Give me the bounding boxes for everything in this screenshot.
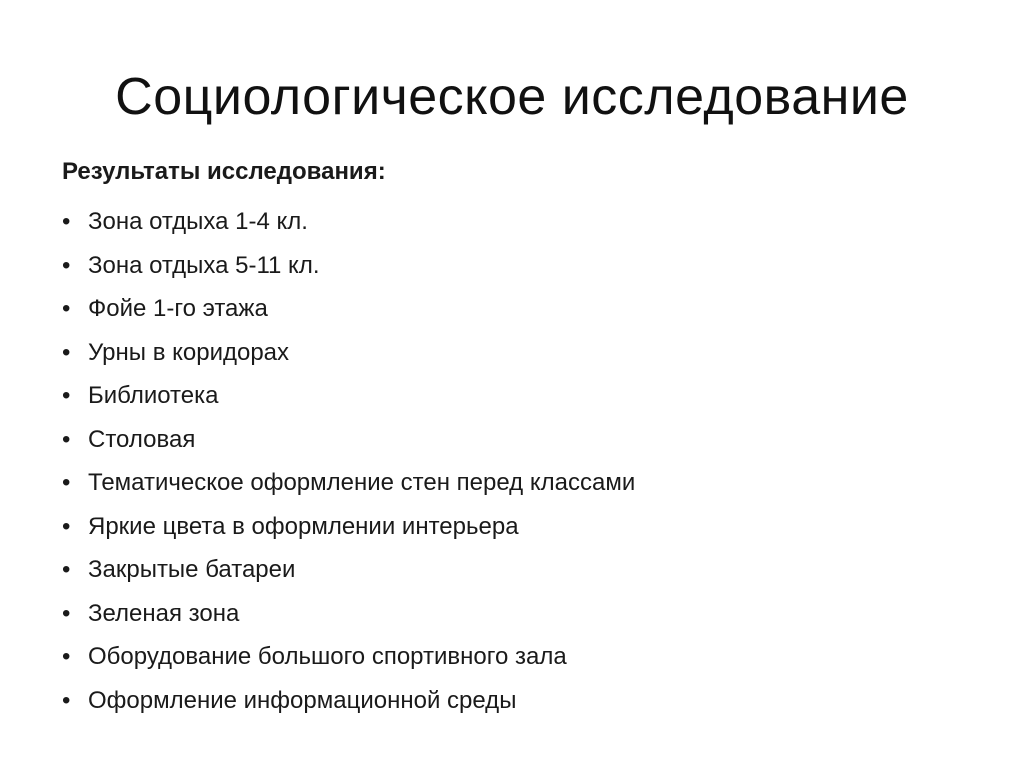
slide-content [62, 152, 962, 722]
list-item [62, 679, 962, 723]
results-heading: Результаты исследования: [62, 158, 386, 185]
bullet-icon: • [62, 295, 71, 322]
bullet-icon: • [62, 425, 71, 453]
list-item-text: Оборудование большого спортивного зала [88, 643, 567, 670]
list-item [62, 592, 962, 636]
list-item-text: Урны в коридорах [88, 338, 290, 366]
bullet-icon: • [62, 251, 71, 279]
list-item-text: Зеленая зона [88, 599, 240, 627]
list-item-text: Зона отдыха 5-11 кл. [88, 251, 320, 279]
list-item-text: Фойе 1-го этажа [88, 295, 268, 322]
list-item [62, 461, 962, 505]
list-item-text: Зона отдыха 1-4 кл. [88, 208, 308, 235]
list-item [62, 635, 962, 679]
list-item-text: Библиотека [88, 382, 219, 409]
list-item-text: Яркие цвета в оформлении интерьера [88, 512, 519, 540]
bullet-icon: • [62, 208, 71, 235]
bullet-icon: • [62, 512, 71, 540]
list-item [62, 200, 962, 244]
bullet-icon: • [62, 599, 71, 627]
results-list [62, 200, 962, 722]
bullet-icon: • [62, 469, 71, 496]
list-item [62, 548, 962, 592]
list-item [62, 287, 962, 331]
list-item-text: Тематическое оформление стен перед классами [88, 469, 636, 496]
list-item [62, 505, 962, 549]
bullet-icon: • [62, 556, 71, 583]
list-item [62, 331, 962, 375]
list-item-text: Закрытые батареи [88, 556, 296, 583]
bullet-icon: • [62, 686, 71, 714]
list-item-text: Оформление информационной среды [88, 686, 517, 714]
list-item [62, 244, 962, 288]
list-item [62, 374, 962, 418]
bullet-icon: • [62, 382, 71, 409]
slide-title: Социологическое исследование [115, 68, 909, 126]
bullet-icon: • [62, 643, 71, 670]
bullet-icon: • [62, 338, 71, 366]
list-item-text: Столовая [88, 425, 196, 453]
list-item [62, 418, 962, 462]
